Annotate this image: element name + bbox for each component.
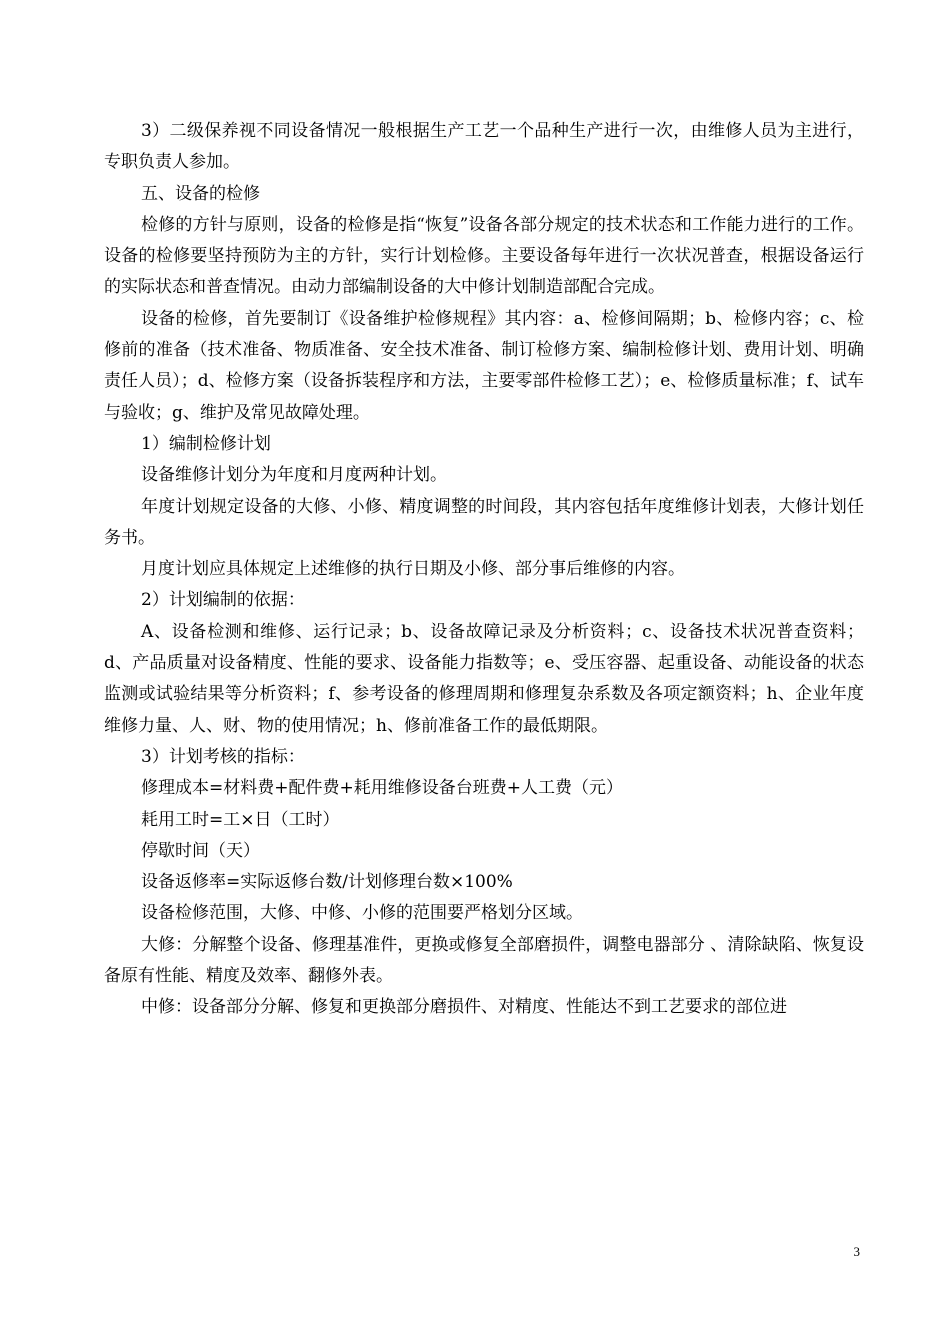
paragraph-overhaul-regulations: 设备的检修，首先要制订《设备维护检修规程》其内容：a、检修间隔期；b、检修内容；c、检修前的准备（技术准备、物质准备、安全技术准备、制订检修方案、编制检修计划、费用计划、明确责任人员）；d、检修方案（设备拆装程序和方法，主要零部件检修工艺）；e、检修质量标准；f、试车与验收；g、维护及常见故障处理。 xyxy=(104,308,864,423)
body-text xyxy=(104,116,864,1024)
subheading-plan-basis: 2）计划编制的依据： xyxy=(141,590,305,611)
section-heading-equipment-overhaul: 五、设备的检修 xyxy=(141,183,260,204)
formula-rework-rate: 设备返修率=实际返修台数/计划修理台数×100% xyxy=(141,872,513,893)
subheading-plan-preparation: 1）编制检修计划 xyxy=(141,433,271,454)
formula-downtime: 停歇时间（天） xyxy=(141,840,260,861)
paragraph-secondary-maintenance: 3）二级保养视不同设备情况一般根据生产工艺一个品种生产进行一次，由维修人员为主进行，专职负责人参加。 xyxy=(104,121,864,173)
paragraph-major-repair: 大修：分解整个设备、修理基准件，更换或修复全部磨损件，调整电器部分 、清除缺陷、恢复设备原有性能、精度及效率、翻修外表。 xyxy=(104,934,864,987)
page-number: 3 xyxy=(853,1244,860,1259)
paragraph-overhaul-principles: 检修的方针与原则，设备的检修是指“恢复”设备各部分规定的技术状态和工作能力进行的工作。设备的检修要坚持预防为主的方针，实行计划检修。主要设备每年进行一次状况普查，根据设备运行的实际状态和普查情况。由动力部编制设备的大中修计划制造部配合完成。 xyxy=(104,214,864,298)
paragraph-monthly-plan: 月度计划应具体规定上述维修的执行日期及小修、部分事后维修的内容。 xyxy=(141,559,685,580)
paragraph-annual-plan: 年度计划规定设备的大修、小修、精度调整的时间段，其内容包括年度维修计划表，大修计划任务书。 xyxy=(104,496,864,548)
paragraph-plan-types: 设备维修计划分为年度和月度两种计划。 xyxy=(141,465,447,486)
paragraph-plan-basis-list: A、设备检测和维修、运行记录；b、设备故障记录及分析资料；c、设备技术状况普查资料；d、产品质量对设备精度、性能的要求、设备能力指数等；e、受压容器、起重设备、动能设备的状态监测或试验结果等分析资料；f、参考设备的修理周期和修理复杂系数及各项定额资料；h、企业年度维修力量、人、财、物的使用情况；h、修前准备工作的最低期限。 xyxy=(104,621,864,736)
formula-repair-cost: 修理成本=材料费+配件费+耗用维修设备台班费+人工费（元） xyxy=(141,778,623,799)
formula-labor-hours: 耗用工时=工×日（工时） xyxy=(141,809,340,830)
paragraph-overhaul-scope: 设备检修范围，大修、中修、小修的范围要严格划分区域。 xyxy=(141,903,583,924)
subheading-assessment-indicators: 3）计划考核的指标： xyxy=(141,746,305,767)
paragraph-medium-repair: 中修：设备部分分解、修复和更换部分磨损件、对精度、性能达不到工艺要求的部位进 xyxy=(141,997,787,1018)
